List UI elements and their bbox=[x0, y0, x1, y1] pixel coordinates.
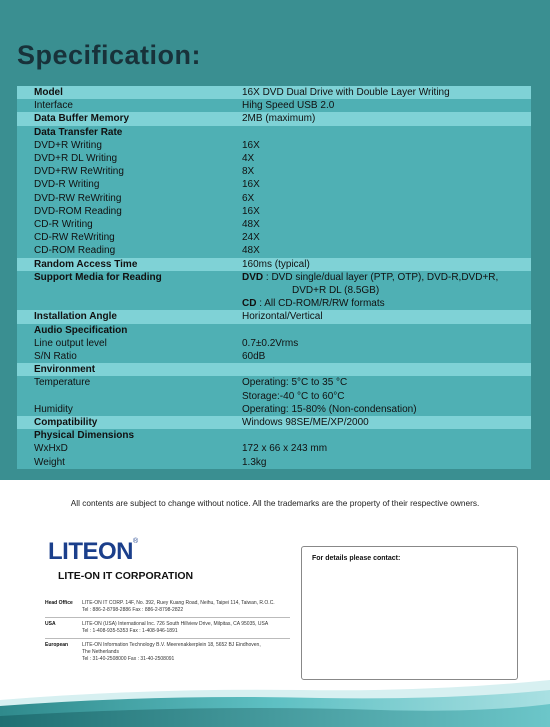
spec-label: WxHxD bbox=[34, 443, 68, 455]
spec-row bbox=[17, 390, 531, 403]
spec-label: DVD-ROM Reading bbox=[34, 205, 122, 217]
office-text bbox=[82, 642, 290, 663]
spec-label: Random Access Time bbox=[34, 258, 138, 270]
spec-value: 1.3kg bbox=[242, 456, 267, 468]
office-entry bbox=[45, 618, 290, 639]
spec-row bbox=[17, 165, 531, 178]
office-line: The Netherlands bbox=[82, 649, 119, 655]
dvd-media-text: : DVD single/dual layer (PTP, OTP), DVD-R,DVD+R, bbox=[263, 271, 499, 283]
spec-value bbox=[232, 429, 531, 442]
spec-row bbox=[17, 126, 531, 139]
spec-label: Environment bbox=[34, 364, 96, 376]
spec-label: Physical Dimensions bbox=[34, 430, 135, 442]
spec-value: 24X bbox=[242, 232, 260, 244]
spec-label bbox=[17, 297, 232, 310]
spec-label: Data Buffer Memory bbox=[34, 113, 130, 125]
page-title: Specification: bbox=[17, 40, 202, 70]
spec-row bbox=[17, 112, 531, 125]
spec-label bbox=[17, 284, 232, 297]
cd-media-label: CD bbox=[242, 298, 257, 310]
office-entry bbox=[45, 639, 290, 666]
spec-row bbox=[17, 429, 531, 442]
spec-row bbox=[17, 231, 531, 244]
logo-text: LITEON bbox=[48, 538, 133, 565]
office-line: Tel : 886-2-8798-2886 Fax : 886-2-8798-2822 bbox=[82, 607, 184, 613]
spec-value bbox=[232, 297, 531, 310]
spec-row bbox=[17, 192, 531, 205]
spec-value: Operating: 5°C to 35 °C bbox=[242, 377, 348, 389]
corporation-name: LITE-ON IT CORPORATION bbox=[58, 570, 194, 582]
spec-row bbox=[17, 99, 531, 112]
spec-value: Hihg Speed USB 2.0 bbox=[242, 100, 335, 112]
spec-value: 0.7±0.2Vrms bbox=[242, 337, 299, 349]
office-entry bbox=[45, 597, 290, 618]
spec-value: 172 x 66 x 243 mm bbox=[242, 443, 328, 455]
spec-row bbox=[17, 86, 531, 99]
spec-value: 16X bbox=[242, 179, 260, 191]
registered-mark: ® bbox=[133, 538, 138, 545]
spec-label: DVD+R Writing bbox=[34, 139, 102, 151]
spec-value bbox=[232, 284, 531, 297]
spec-value: 16X DVD Dual Drive with Double Layer Writing bbox=[242, 87, 450, 98]
office-line: Tel : 31-40-2508000 Fax : 31-40-2508091 bbox=[82, 656, 175, 662]
spec-value: Storage:-40 °C to 60°C bbox=[242, 390, 345, 402]
spec-value: 16X bbox=[242, 205, 260, 217]
spec-row bbox=[17, 337, 531, 350]
office-line: LITE-ON IT CORP. 14F, No. 392, Ruey Kuang Road, Neihu, Taipei 114, Taiwan, R.O.C. bbox=[82, 600, 275, 606]
spec-label: S/N Ratio bbox=[34, 351, 77, 363]
spec-label: Line output level bbox=[34, 337, 107, 349]
spec-table bbox=[17, 86, 531, 469]
spec-label: Humidity bbox=[34, 403, 73, 415]
spec-row bbox=[17, 218, 531, 231]
dvd-media-text-2: DVD+R DL (8.5GB) bbox=[292, 285, 380, 297]
spec-label: Installation Angle bbox=[34, 311, 117, 323]
spec-row bbox=[17, 350, 531, 363]
spec-row bbox=[17, 456, 531, 469]
spec-row bbox=[17, 271, 531, 284]
spec-row bbox=[17, 258, 531, 271]
spec-value: 48X bbox=[242, 219, 260, 231]
spec-label: DVD+RW ReWriting bbox=[34, 166, 124, 178]
spec-row bbox=[17, 310, 531, 323]
spec-value: 4X bbox=[242, 153, 255, 165]
spec-label: DVD-R Writing bbox=[34, 179, 100, 191]
footer-wave-graphic bbox=[0, 680, 550, 727]
spec-row bbox=[17, 442, 531, 455]
spec-label: Data Transfer Rate bbox=[34, 126, 123, 138]
office-text bbox=[82, 621, 290, 635]
spec-row bbox=[17, 244, 531, 257]
spec-label: CD-ROM Reading bbox=[34, 245, 116, 257]
spec-value: 16X bbox=[242, 139, 260, 151]
spec-label: CD-RW ReWriting bbox=[34, 232, 115, 244]
office-line: LITE-ON Information Technology B.V. Meerenakkerplein 18, 5652 BJ Eindhoven, bbox=[82, 642, 261, 648]
spec-label: DVD-RW ReWriting bbox=[34, 192, 122, 204]
office-label: Head Office bbox=[45, 600, 73, 606]
spec-label: Weight bbox=[34, 456, 65, 468]
office-text bbox=[82, 600, 290, 614]
spec-row bbox=[17, 416, 531, 429]
office-line: LITE-ON (USA) International Inc. 726 South Hillview Drive, Milpitas, CA 95035, USA bbox=[82, 621, 269, 627]
spec-value: 60dB bbox=[242, 351, 266, 363]
spec-label: DVD+R DL Writing bbox=[34, 153, 118, 165]
office-line: Tel : 1-408-935-5353 Fax : 1-408-946-1891 bbox=[82, 628, 178, 634]
spec-value: Windows 98SE/ME/XP/2000 bbox=[242, 417, 369, 429]
spec-row bbox=[17, 297, 531, 310]
spec-value bbox=[232, 271, 531, 284]
logo-block bbox=[48, 538, 193, 582]
spec-value: 2MB (maximum) bbox=[242, 113, 316, 125]
spec-row bbox=[17, 403, 531, 416]
spec-value: Horizontal/Vertical bbox=[242, 311, 323, 323]
spec-label bbox=[17, 390, 232, 403]
spec-label: Compatibility bbox=[34, 417, 98, 429]
cd-media-text: : All CD-ROM/R/RW formats bbox=[256, 298, 385, 310]
spec-label: Temperature bbox=[34, 377, 91, 389]
spec-row bbox=[17, 363, 531, 376]
contact-box bbox=[301, 546, 518, 680]
spec-row bbox=[17, 152, 531, 165]
contact-label: For details please contact: bbox=[312, 555, 401, 562]
spec-label: Support Media for Reading bbox=[34, 271, 162, 283]
spec-value: 160ms (typical) bbox=[242, 258, 310, 270]
office-label: USA bbox=[45, 621, 56, 627]
spec-row bbox=[17, 376, 531, 389]
office-label: European bbox=[45, 642, 69, 648]
spec-label: Interface bbox=[34, 100, 73, 112]
spec-value: 6X bbox=[242, 192, 255, 204]
liteon-logo bbox=[48, 538, 193, 566]
spec-row bbox=[17, 284, 531, 297]
spec-value bbox=[232, 324, 531, 337]
spec-label: Audio Specification bbox=[34, 324, 128, 336]
spec-label: Model bbox=[34, 87, 63, 98]
spec-value: 8X bbox=[242, 166, 255, 178]
spec-value: 48X bbox=[242, 245, 260, 257]
spec-value: Operating: 15-80% (Non-condensation) bbox=[242, 403, 417, 415]
spec-row bbox=[17, 178, 531, 191]
spec-row bbox=[17, 324, 531, 337]
spec-label: CD-R Writing bbox=[34, 219, 93, 231]
spec-row bbox=[17, 139, 531, 152]
disclaimer-text: All contents are subject to change without notice. All the trademarks are the property of their respective owners. bbox=[70, 498, 480, 508]
spec-row bbox=[17, 205, 531, 218]
dvd-media-label: DVD bbox=[242, 271, 264, 283]
spec-value bbox=[232, 363, 531, 376]
spec-value bbox=[232, 126, 531, 139]
office-addresses bbox=[45, 597, 290, 666]
